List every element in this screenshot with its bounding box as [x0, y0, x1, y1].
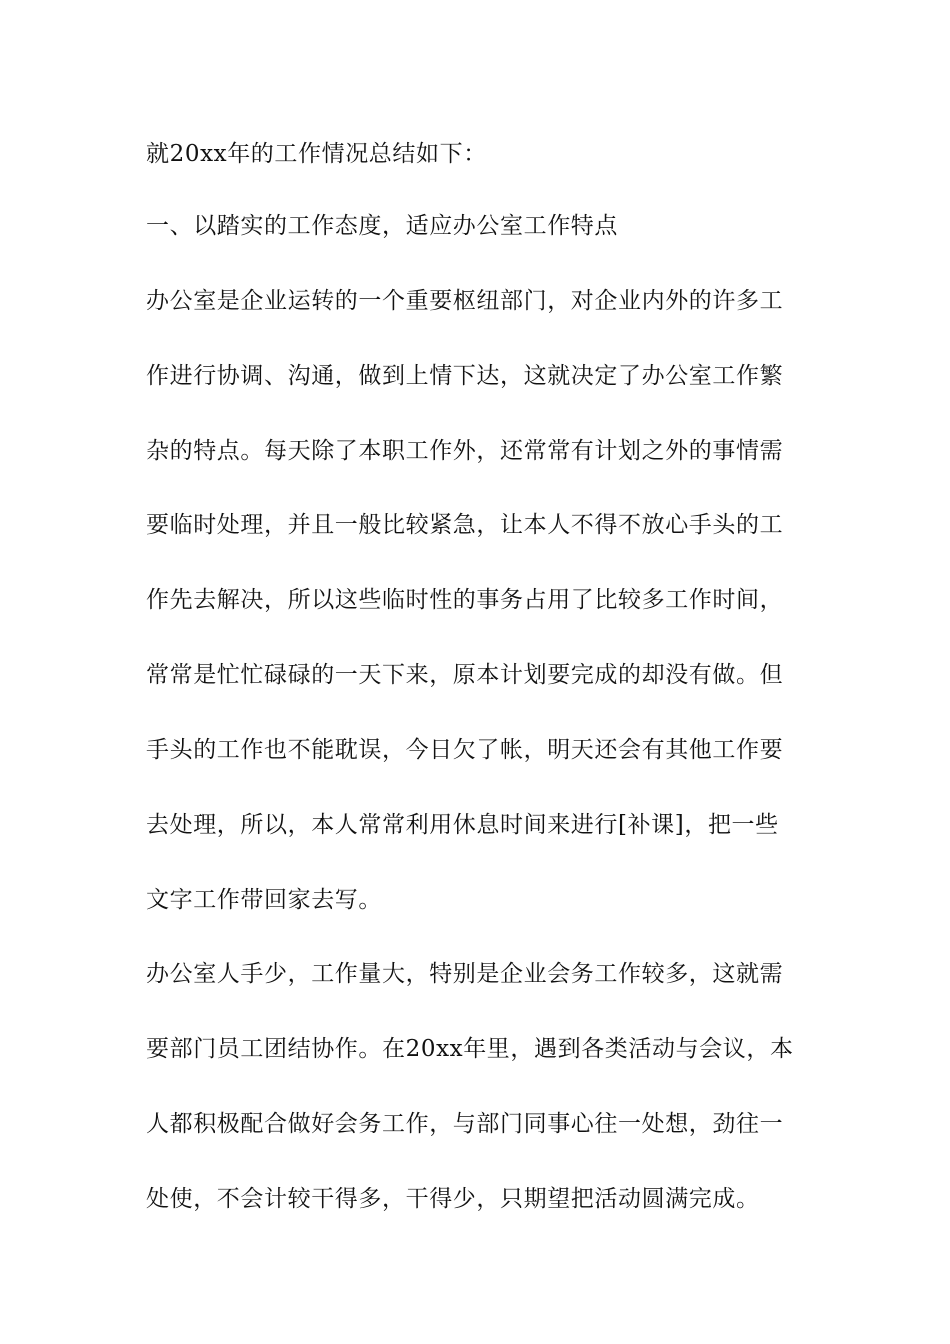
paragraph1-line: 文字工作带回家去写。	[146, 887, 382, 913]
paragraph1-line: 去处理，所以，本人常常利用休息时间来进行[补课]，把一些	[146, 812, 779, 838]
paragraph1-line: 要临时处理，并且一般比较紧急，让本人不得不放心手头的工	[146, 512, 784, 538]
paragraph1-line: 作先去解决，所以这些临时性的事务占用了比较多工作时间，	[146, 587, 784, 613]
paragraph1-line: 作进行协调、沟通，做到上情下达，这就决定了办公室工作繁	[146, 363, 784, 389]
paragraph2-line: 要部门员工团结协作。在20xx年里，遇到各类活动与会议，本	[146, 1036, 794, 1062]
paragraph2-line: 处使，不会计较干得多，干得少，只期望把活动圆满完成。	[146, 1186, 760, 1212]
paragraph1-line: 手头的工作也不能耽误，今日欠了帐，明天还会有其他工作要	[146, 737, 784, 763]
paragraph2-line: 办公室人手少，工作量大，特别是企业会务工作较多，这就需	[146, 961, 784, 987]
paragraph1-line: 办公室是企业运转的一个重要枢纽部门，对企业内外的许多工	[146, 288, 784, 314]
section-heading: 一、以踏实的工作态度，适应办公室工作特点	[146, 213, 618, 239]
intro-line: 就20xx年的工作情况总结如下：	[146, 141, 487, 167]
paragraph1-line: 常常是忙忙碌碌的一天下来，原本计划要完成的却没有做。但	[146, 662, 784, 688]
paragraph2-line: 人都积极配合做好会务工作，与部门同事心往一处想，劲往一	[146, 1111, 784, 1137]
paragraph1-line: 杂的特点。每天除了本职工作外，还常常有计划之外的事情需	[146, 438, 784, 464]
